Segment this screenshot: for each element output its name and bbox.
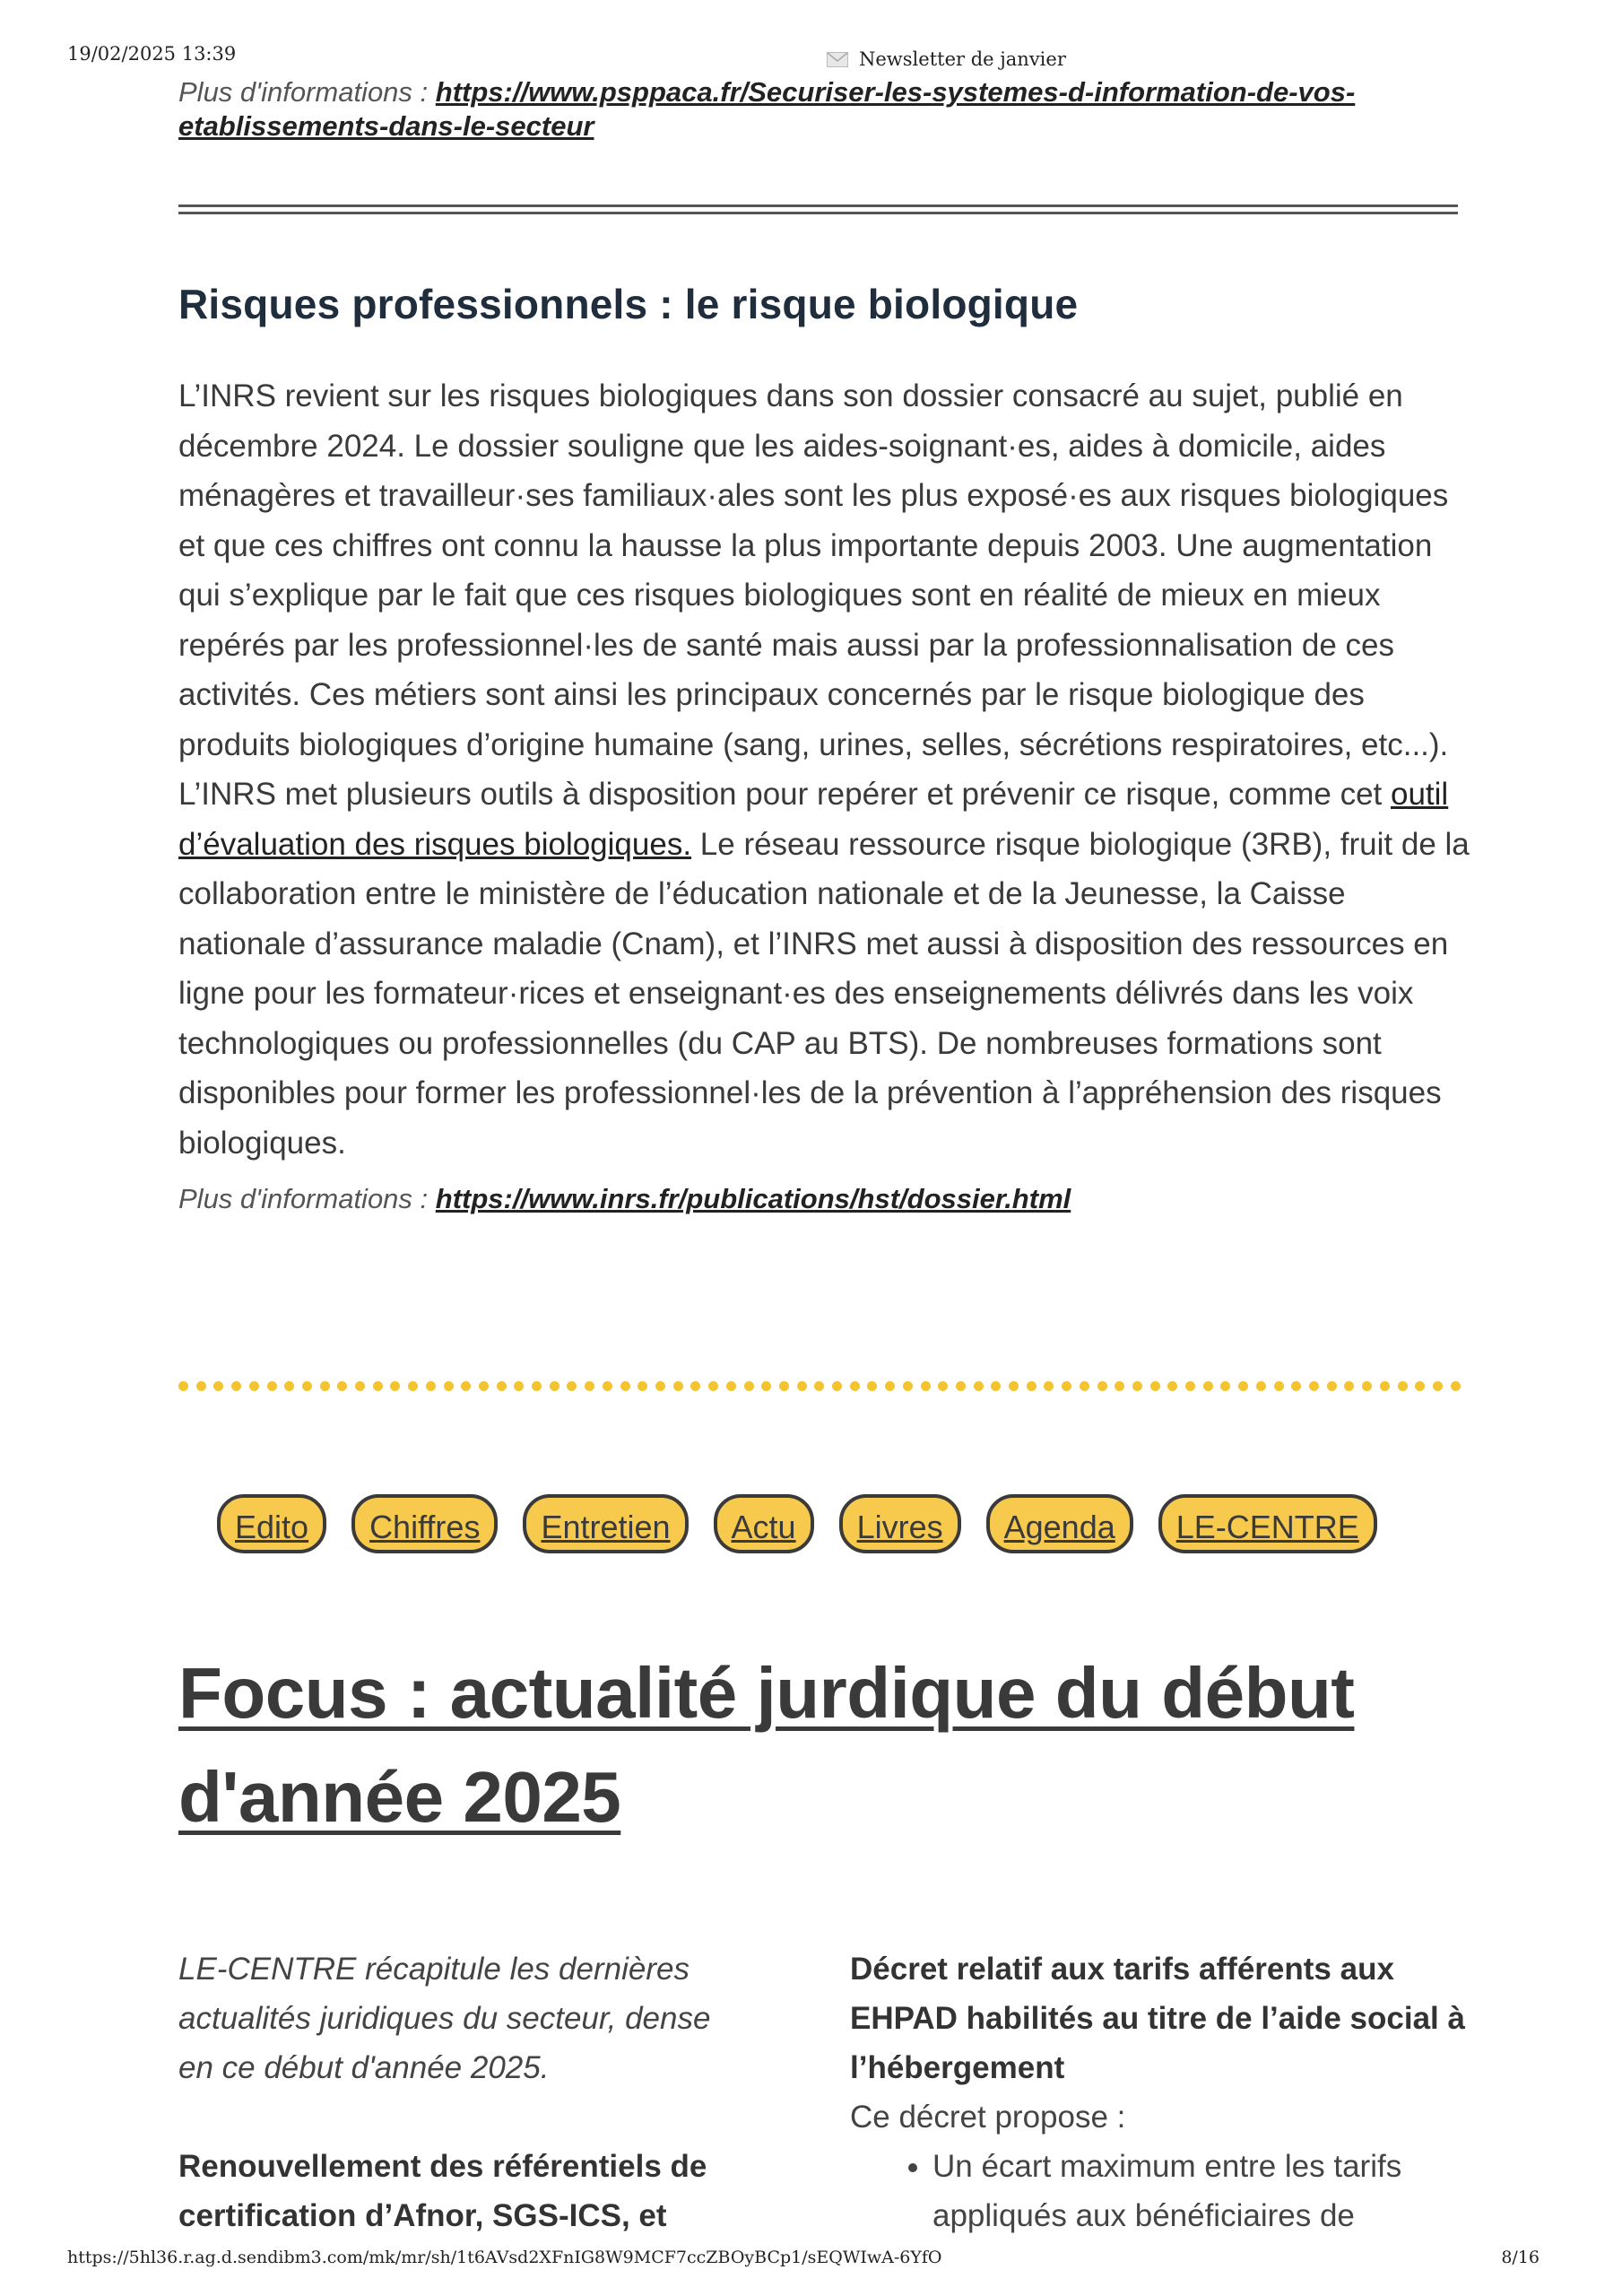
- divider-dot: [1115, 1381, 1124, 1391]
- divider-dot: [832, 1381, 842, 1391]
- afnor-subhead: Renouvellement des référentiels de certification d’Afnor, SGS-ICS, et: [178, 2149, 707, 2233]
- divider-dot: [1220, 1381, 1230, 1391]
- divider-dot: [1274, 1381, 1284, 1391]
- divider-dot: [779, 1381, 789, 1391]
- divider-dot: [956, 1381, 966, 1391]
- divider-dot: [373, 1381, 383, 1391]
- divider-dot: [797, 1381, 807, 1391]
- divider-dot: [1062, 1381, 1071, 1391]
- dotted-divider: [178, 1381, 1461, 1394]
- top-more-info: [178, 75, 1458, 144]
- article-paragraph-2: L’INRS met plusieurs outils à disposition pour repérer et prévenir ce risque, comme cet outil d’évaluation des risques biologiques. Le réseau ressource risque biologique (3RB), fruit de la collaboration entre le ministère de l’éducation nationale et de la Jeunesse, la Caisse nationale d’assurance maladie (Cnam), et l’INRS met aussi à disposition des ressources en ligne pour les formateur·rices et enseignant·es des enseignements délivrés dans les voix technologiques ou professionnelles (du CAP au BTS). De nombreuses formations sont disponibles pour former les professionnel·les de la prévention à l’appréhension des risques biologiques.: [178, 777, 1470, 1161]
- decree-lead: Ce décret propose :: [850, 2100, 1126, 2135]
- divider-dot: [497, 1381, 507, 1391]
- decree-bullet: • Un écart maximum entre les tarifs appliqués aux bénéficiaires de: [932, 2142, 1469, 2240]
- divider-dot: [867, 1381, 877, 1391]
- divider-dot: [1132, 1381, 1142, 1391]
- print-datetime: 19/02/2025 13:39: [67, 43, 237, 65]
- more-info-label: Plus d'informations :: [178, 76, 436, 108]
- doc-title-text: Newsletter de janvier: [859, 48, 1066, 70]
- print-doc-title: [827, 48, 1066, 70]
- divider-dot: [673, 1381, 683, 1391]
- divider-dot: [655, 1381, 665, 1391]
- divider-dot: [1451, 1381, 1461, 1391]
- divider-dot: [1415, 1381, 1425, 1391]
- divider-dot: [1380, 1381, 1390, 1391]
- divider-dot: [744, 1381, 754, 1391]
- divider-dot: [444, 1381, 454, 1391]
- nav-pill-edito[interactable]: Edito: [217, 1494, 326, 1553]
- divider-dot: [1185, 1381, 1195, 1391]
- divider-dot: [921, 1381, 931, 1391]
- divider-dot: [355, 1381, 365, 1391]
- divider-dot: [532, 1381, 542, 1391]
- divider-dot: [1203, 1381, 1213, 1391]
- divider-dot: [1027, 1381, 1037, 1391]
- divider-dot: [249, 1381, 259, 1391]
- divider-dot: [903, 1381, 913, 1391]
- divider-dot: [761, 1381, 771, 1391]
- divider-dot: [726, 1381, 736, 1391]
- divider-dot: [1362, 1381, 1372, 1391]
- focus-right-column: [850, 1944, 1469, 2240]
- divider-dot: [213, 1381, 223, 1391]
- divider-dot: [196, 1381, 206, 1391]
- divider-dot: [390, 1381, 400, 1391]
- divider-dot: [408, 1381, 418, 1391]
- divider-dot: [1009, 1381, 1019, 1391]
- divider-dot: [814, 1381, 824, 1391]
- decree-bullets: [850, 2142, 1469, 2240]
- divider-dot: [1044, 1381, 1054, 1391]
- divider-dot: [690, 1381, 700, 1391]
- divider-dot: [708, 1381, 718, 1391]
- divider-dot: [1097, 1381, 1107, 1391]
- divider-dot: [603, 1381, 612, 1391]
- focus-title[interactable]: Focus : actualité jurdique du début d'année 2025: [178, 1653, 1355, 1837]
- divider-dot: [267, 1381, 277, 1391]
- nav-pill-chiffres[interactable]: Chiffres: [351, 1494, 498, 1553]
- risk-evaluation-tool-link[interactable]: outil d’évaluation des risques biologiques.: [178, 777, 1449, 862]
- divider-dot: [302, 1381, 312, 1391]
- divider-dot: [620, 1381, 630, 1391]
- divider-dot: [178, 1381, 188, 1391]
- divider-dot: [426, 1381, 436, 1391]
- divider-dot: [885, 1381, 895, 1391]
- divider-dot: [320, 1381, 330, 1391]
- divider-dot: [1398, 1381, 1408, 1391]
- nav-pill-livres[interactable]: Livres: [839, 1494, 961, 1553]
- ehpad-decree-subhead: Décret relatif aux tarifs afférents aux EHPAD habilités au titre de l’aide social à l’hébergement: [850, 1952, 1465, 2085]
- divider-dot: [938, 1381, 948, 1391]
- nav-pill-le-centre[interactable]: LE-CENTRE: [1158, 1494, 1377, 1553]
- divider-dot: [1150, 1381, 1160, 1391]
- divider-dot: [284, 1381, 294, 1391]
- psppaca-link[interactable]: https://www.psppaca.fr/Securiser-les-systemes-d-information-de-vos- etablissements-dans-le-secteur: [178, 76, 1356, 142]
- divider-dot: [1291, 1381, 1301, 1391]
- focus-left-column: [178, 1944, 752, 2240]
- nav-pill-entretien[interactable]: Entretien: [523, 1494, 688, 1553]
- focus-intro: LE-CENTRE récapitule les dernières actualités juridiques du secteur, dense en ce début d'année 2025.: [178, 1952, 711, 2085]
- divider-dot: [514, 1381, 524, 1391]
- article-paragraph-1: L’INRS revient sur les risques biologiques dans son dossier consacré au sujet, publié en décembre 2024. Le dossier souligne que les aides-soignant·es, aides à domicile, aides ménagères et travailleur·ses familiaux·ales sont les plus exposé·es aux risques biologiques et que ces chiffres ont connu la hausse la plus importante depuis 2003. Une augmentation qui s’explique par le fait que ces risques biologiques sont en réalité de mieux en mieux repérés par les professionnel·les de santé mais aussi par la professionnalisation de ces activités. Ces métiers sont ainsi les principaux concernés par le risque biologique des produits biologiques d’origine humaine (sang, urines, selles, sécrétions respiratoires, etc...).: [178, 378, 1449, 762]
- divider-dot: [1238, 1381, 1248, 1391]
- article-more-info: Plus d'informations : https://www.inrs.fr/publications/hst/dossier.html: [178, 1183, 1071, 1214]
- divider-dot: [1309, 1381, 1319, 1391]
- article-title: Risques professionnels : le risque biologique: [178, 281, 1079, 327]
- divider-dot: [1167, 1381, 1177, 1391]
- inrs-link[interactable]: https://www.inrs.fr/publications/hst/dossier.html: [435, 1183, 1071, 1214]
- section-divider: [178, 204, 1458, 214]
- envelope-icon: [827, 52, 848, 67]
- divider-dot: [1327, 1381, 1337, 1391]
- divider-dot: [1080, 1381, 1089, 1391]
- print-page-number: 8/16: [1501, 2248, 1540, 2267]
- divider-dot: [461, 1381, 471, 1391]
- divider-dot: [638, 1381, 647, 1391]
- divider-dot: [1344, 1381, 1354, 1391]
- divider-dot: [479, 1381, 489, 1391]
- divider-dot: [550, 1381, 559, 1391]
- divider-dot: [974, 1381, 984, 1391]
- print-url: https://5hl36.r.ag.d.sendibm3.com/mk/mr/sh/1t6AVsd2XFnIG8W9MCF7ccZBOyBCp1/sEQWIwA-6YfO: [67, 2248, 942, 2267]
- divider-dot: [991, 1381, 1001, 1391]
- divider-dot: [567, 1381, 577, 1391]
- nav-pill-actu[interactable]: Actu: [714, 1494, 814, 1553]
- divider-dot: [850, 1381, 860, 1391]
- divider-dot: [585, 1381, 594, 1391]
- divider-dot: [1433, 1381, 1443, 1391]
- newsletter-nav: [217, 1494, 1377, 1553]
- divider-dot: [1256, 1381, 1266, 1391]
- divider-dot: [337, 1381, 347, 1391]
- nav-pill-agenda[interactable]: Agenda: [986, 1494, 1133, 1553]
- article-body: [178, 371, 1470, 1216]
- divider-dot: [231, 1381, 241, 1391]
